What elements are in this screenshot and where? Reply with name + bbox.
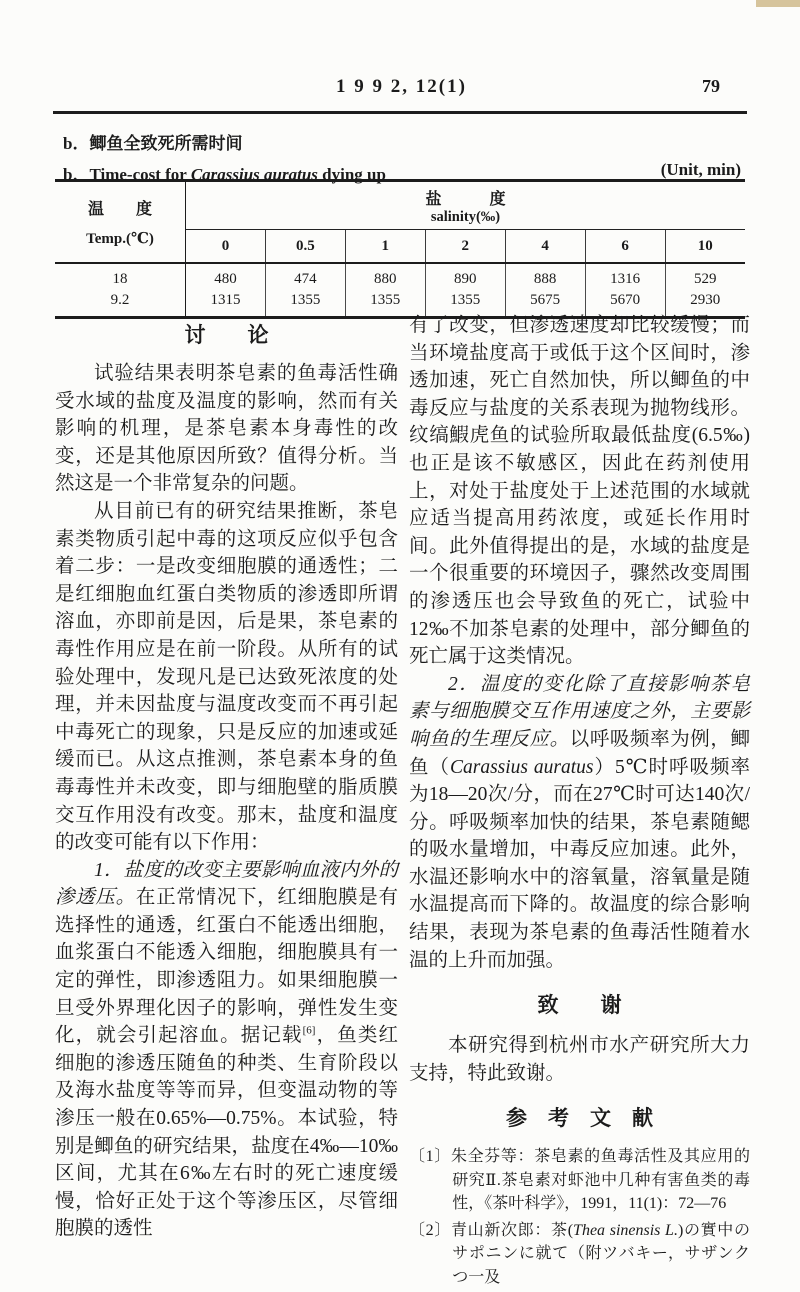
reference-text: 朱全芬等：茶皂素的鱼毒活性及其应用的研究Ⅱ.茶皂素对虾池中几种有害鱼类的毒性，《茶叶科学》，1991，11(1)：72—76 [450,1148,750,1213]
discussion-heading: 讨 论 [184,323,269,347]
point-2-body-a: 以呼吸频率为例，鲫鱼（ [409,728,750,778]
species-name: Thea sinensis L. [573,1221,678,1239]
temp-header-cell [55,181,186,264]
discussion-paragraph-4: 有了改变，但渗透速度却比较缓慢；而当环境盐度高于或低于这个区间时，渗透加速，死亡自然加快，所以鲫鱼的中毒反应与盐度的关系表现为抛物线形。纹缟鰕虎鱼的试验所取最低盐度(6.5‰)也正是该不敏感区，因此在药剂使用上，对处于盐度处于上述范围的水域就应适当提高用药浓度，或延长作用时间。此外值得提出的是，水域的盐度是一个很重要的环境因子，骤然改变周围的渗透压也会导致鱼的死亡，试验中12‰不加茶皂素的处理中，部分鲫鱼的死亡属于这类情况。 [409,315,750,668]
cell-value: 5675 [505,290,585,318]
discussion-paragraph-2: 从目前已有的研究结果推断，茶皂素类物质引起中毒的这项反应似乎包含着二步：一是改变细胞膜的通透性；二是红细胞血红蛋白类物质的渗透即所谓溶血，亦即前是因，后是果，茶皂素的毒性作用应是在前一阶段。从所有的试验处理中，发现凡是已达致死浓度的处理，并未因盐度与温度改变而不再引起中毒死亡的现象，只是反应的加速或延缓而已。从这点推测，茶皂素本身的鱼毒毒性并未改变，即与细胞壁的脂质膜交互作用没有改变。那末，盐度和温度的改变可能有以下作用： [55,500,398,854]
cell-value: 888 [505,263,585,290]
temp-label-en: Temp.(℃) [86,231,154,247]
references-list [409,1145,750,1289]
cell-value: 529 [665,263,745,290]
discussion-paragraph-1: 试验结果表明茶皂素的鱼毒活性确受水域的盐度及温度的影响，然而有关影响的机理，是茶皂素本身毒性的改变，还是其他原因所致？值得分析。当然这是一个非常复杂的问题。 [55,363,398,495]
unit-note: (Unit, min) [660,160,741,179]
salinity-level: 0.5 [265,230,345,264]
page-number: 79 [702,76,720,96]
cell-value: 890 [425,263,505,290]
cell-value: 5670 [585,290,665,318]
page-header [55,76,748,100]
cell-value: 1355 [265,290,345,318]
header-rule [53,111,747,114]
scan-edge-artifact [756,0,800,7]
salinity-label-zh: 盐 度 [425,191,506,208]
table-row [55,263,745,290]
salinity-level: 6 [585,230,665,264]
point-2-lead: 2．温度的变化除了直接影响茶皂素与细胞膜交互作用速度之外，主要影响鱼的生理反应。 [409,673,750,750]
point-2-body-b: ）5℃时呼吸频率为18—20次/分，而在27℃时可达140次/分。呼吸频率加快的结果，茶皂素随鳃的吸水量增加，中毒反应加速。此外，水温还影响水中的溶氧量，溶氧量是随水温提高而下降的。故温度的综合影响结果，表现为茶皂素的鱼毒活性随着水温的上升而加强。 [409,756,750,971]
acknowledgement-paragraph: 本研究得到杭州市水产研究所大力支持，特此致谢。 [409,1035,750,1084]
reference-item-2 [409,1219,750,1290]
caption-en-pre: b．Time-cost for [63,165,191,184]
cell-value: 480 [186,263,266,290]
cell-value: 474 [265,263,345,290]
table-header-row-1 [55,181,745,230]
salinity-level: 2 [425,230,505,264]
salinity-level: 0 [186,230,266,264]
left-column [55,318,398,1243]
references-heading: 参 考 文 献 [506,1106,653,1131]
table-caption-zh: b．鲫鱼全致死所需时间 [63,134,243,153]
right-column [409,312,750,1292]
point-1-body-a: 在正常情况下，红细胞膜是有选择性的通透，红蛋白不能透出细胞，血浆蛋白不能透入细胞，细胞膜具有一定的弹性，即渗透阻力。如果细胞膜一旦受外界理化因子的影响，弹性发生变化，就会引起溶血。据记载 [55,887,398,1047]
reference-marker: 〔1〕 [409,1148,451,1166]
salinity-level: 10 [665,230,745,264]
reference-item-1 [409,1145,750,1216]
cell-value: 1355 [345,290,425,318]
table-captions [63,129,745,185]
caption-species-name: Carassius auratus [190,165,318,184]
discussion-paragraph-5 [409,671,750,975]
reference-text-post: )の實中のサポニンに就て（附ツバキー，サザンクつ一及 [452,1221,750,1286]
reference-text-pre: 青山新次郎：茶( [451,1221,574,1239]
citation-superscript: [6] [302,1024,316,1037]
cell-value: 1316 [585,263,665,290]
salinity-level: 4 [505,230,585,264]
reference-marker: 〔2〕 [409,1221,452,1239]
temp-label-zh: 温 度 [87,201,152,218]
species-name: Carassius auratus [449,756,594,778]
point-1-body-b: ，鱼类红细胞的渗透压随鱼的种类、生育阶段以及海水盐度等等而异，但变温动物的等渗压一般在0.65%—0.75%。本试验，特别是鲫鱼的研究结果，盐度在4‰—10‰区间，尤其在6‰左右时的死亡速度缓慢，恰好正处于这个等渗压区，尽管细胞膜的透性 [55,1025,398,1240]
journal-issue: 1 9 9 2, 12(1) [336,76,467,97]
temp-value: 9.2 [55,290,186,318]
cell-value: 1355 [425,290,505,318]
salinity-level: 1 [345,230,425,264]
cell-value: 880 [345,263,425,290]
salinity-label-en: salinity(‰) [430,209,501,225]
discussion-paragraph-3 [55,857,398,1243]
point-1-lead: 1．盐度的改变主要影响血液内外的渗透压。 [55,859,398,909]
caption-en-post: dying up [317,165,386,184]
acknowledgement-heading: 致 谢 [537,993,622,1018]
salinity-header-cell [186,181,746,230]
cell-value: 1315 [186,290,266,318]
temp-value: 18 [55,263,186,290]
mortality-time-table [55,179,745,319]
cell-value: 2930 [665,290,745,318]
